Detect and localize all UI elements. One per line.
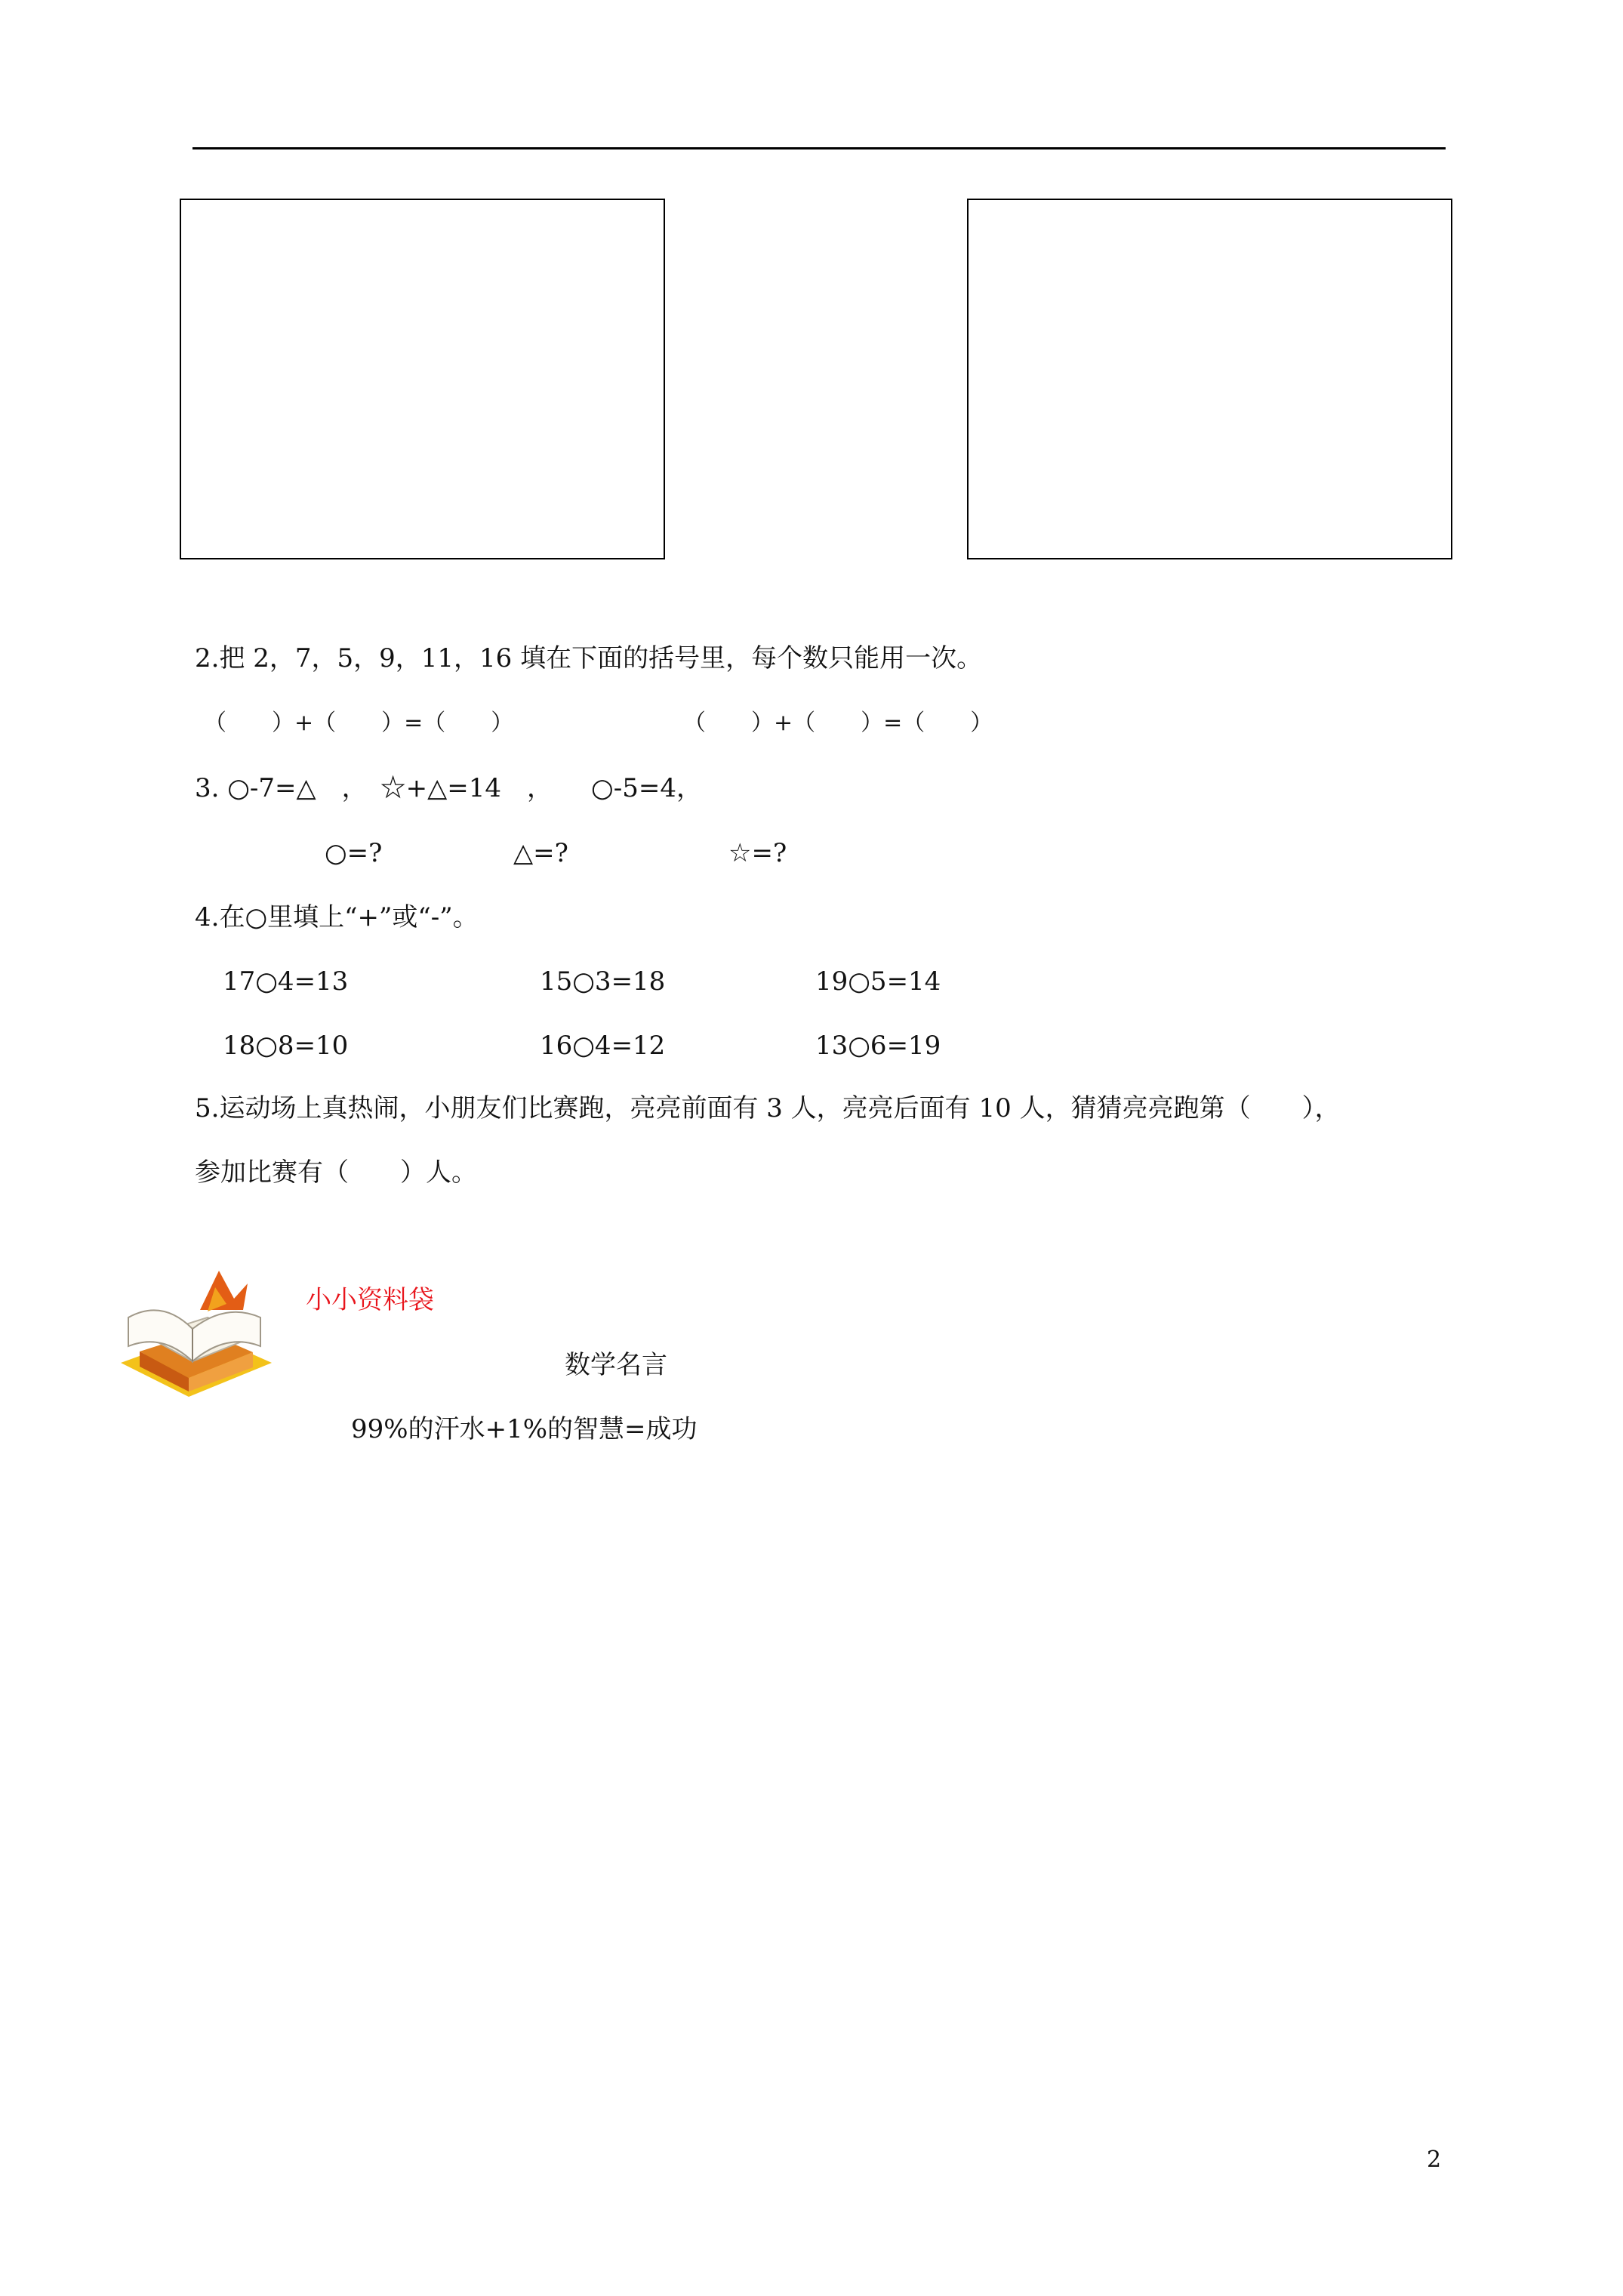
q4-item: 19○5=14	[815, 966, 941, 997]
q3-answer-triangle: △=?	[513, 838, 568, 868]
info-quote: 99%的汗水+1%的智慧=成功	[351, 1414, 698, 1444]
q2-equation-left: （ ）+（ ）=（ ）	[204, 710, 514, 736]
q4-item: 15○3=18	[540, 966, 666, 997]
drawing-box-right	[967, 199, 1452, 559]
q3-equations: 3. ○-7=△ ， ☆+△=14 ， ○-5=4，	[195, 773, 702, 803]
q3-answer-circle: ○=?	[325, 838, 383, 868]
q2-title: 2.把 2，7，5，9，11，16 填在下面的括号里，每个数只能用一次。	[195, 643, 983, 673]
q4-item: 17○4=13	[223, 966, 349, 997]
q5-line-2: 参加比赛有（ ）人。	[195, 1157, 477, 1188]
info-heading: 小小资料袋	[306, 1285, 434, 1315]
page-number: 2	[1427, 2147, 1442, 2173]
q4-item: 18○8=10	[223, 1031, 349, 1061]
q5-line-1: 5.运动场上真热闹，小朋友们比赛跑，亮亮前面有 3 人，亮亮后面有 10 人，猜猜亮亮跑第（ ），	[195, 1093, 1341, 1123]
q3-answer-star: ☆=?	[728, 838, 787, 868]
q4-item: 16○4=12	[540, 1031, 666, 1061]
info-subtitle: 数学名言	[565, 1350, 667, 1380]
q4-item: 13○6=19	[815, 1031, 941, 1061]
books-icon	[113, 1257, 279, 1408]
header-rule	[192, 147, 1446, 149]
q2-equation-right: （ ）+（ ）=（ ）	[683, 710, 993, 736]
q4-title: 4.在○里填上“+”或“-”。	[195, 902, 479, 932]
drawing-box-left	[180, 199, 665, 559]
